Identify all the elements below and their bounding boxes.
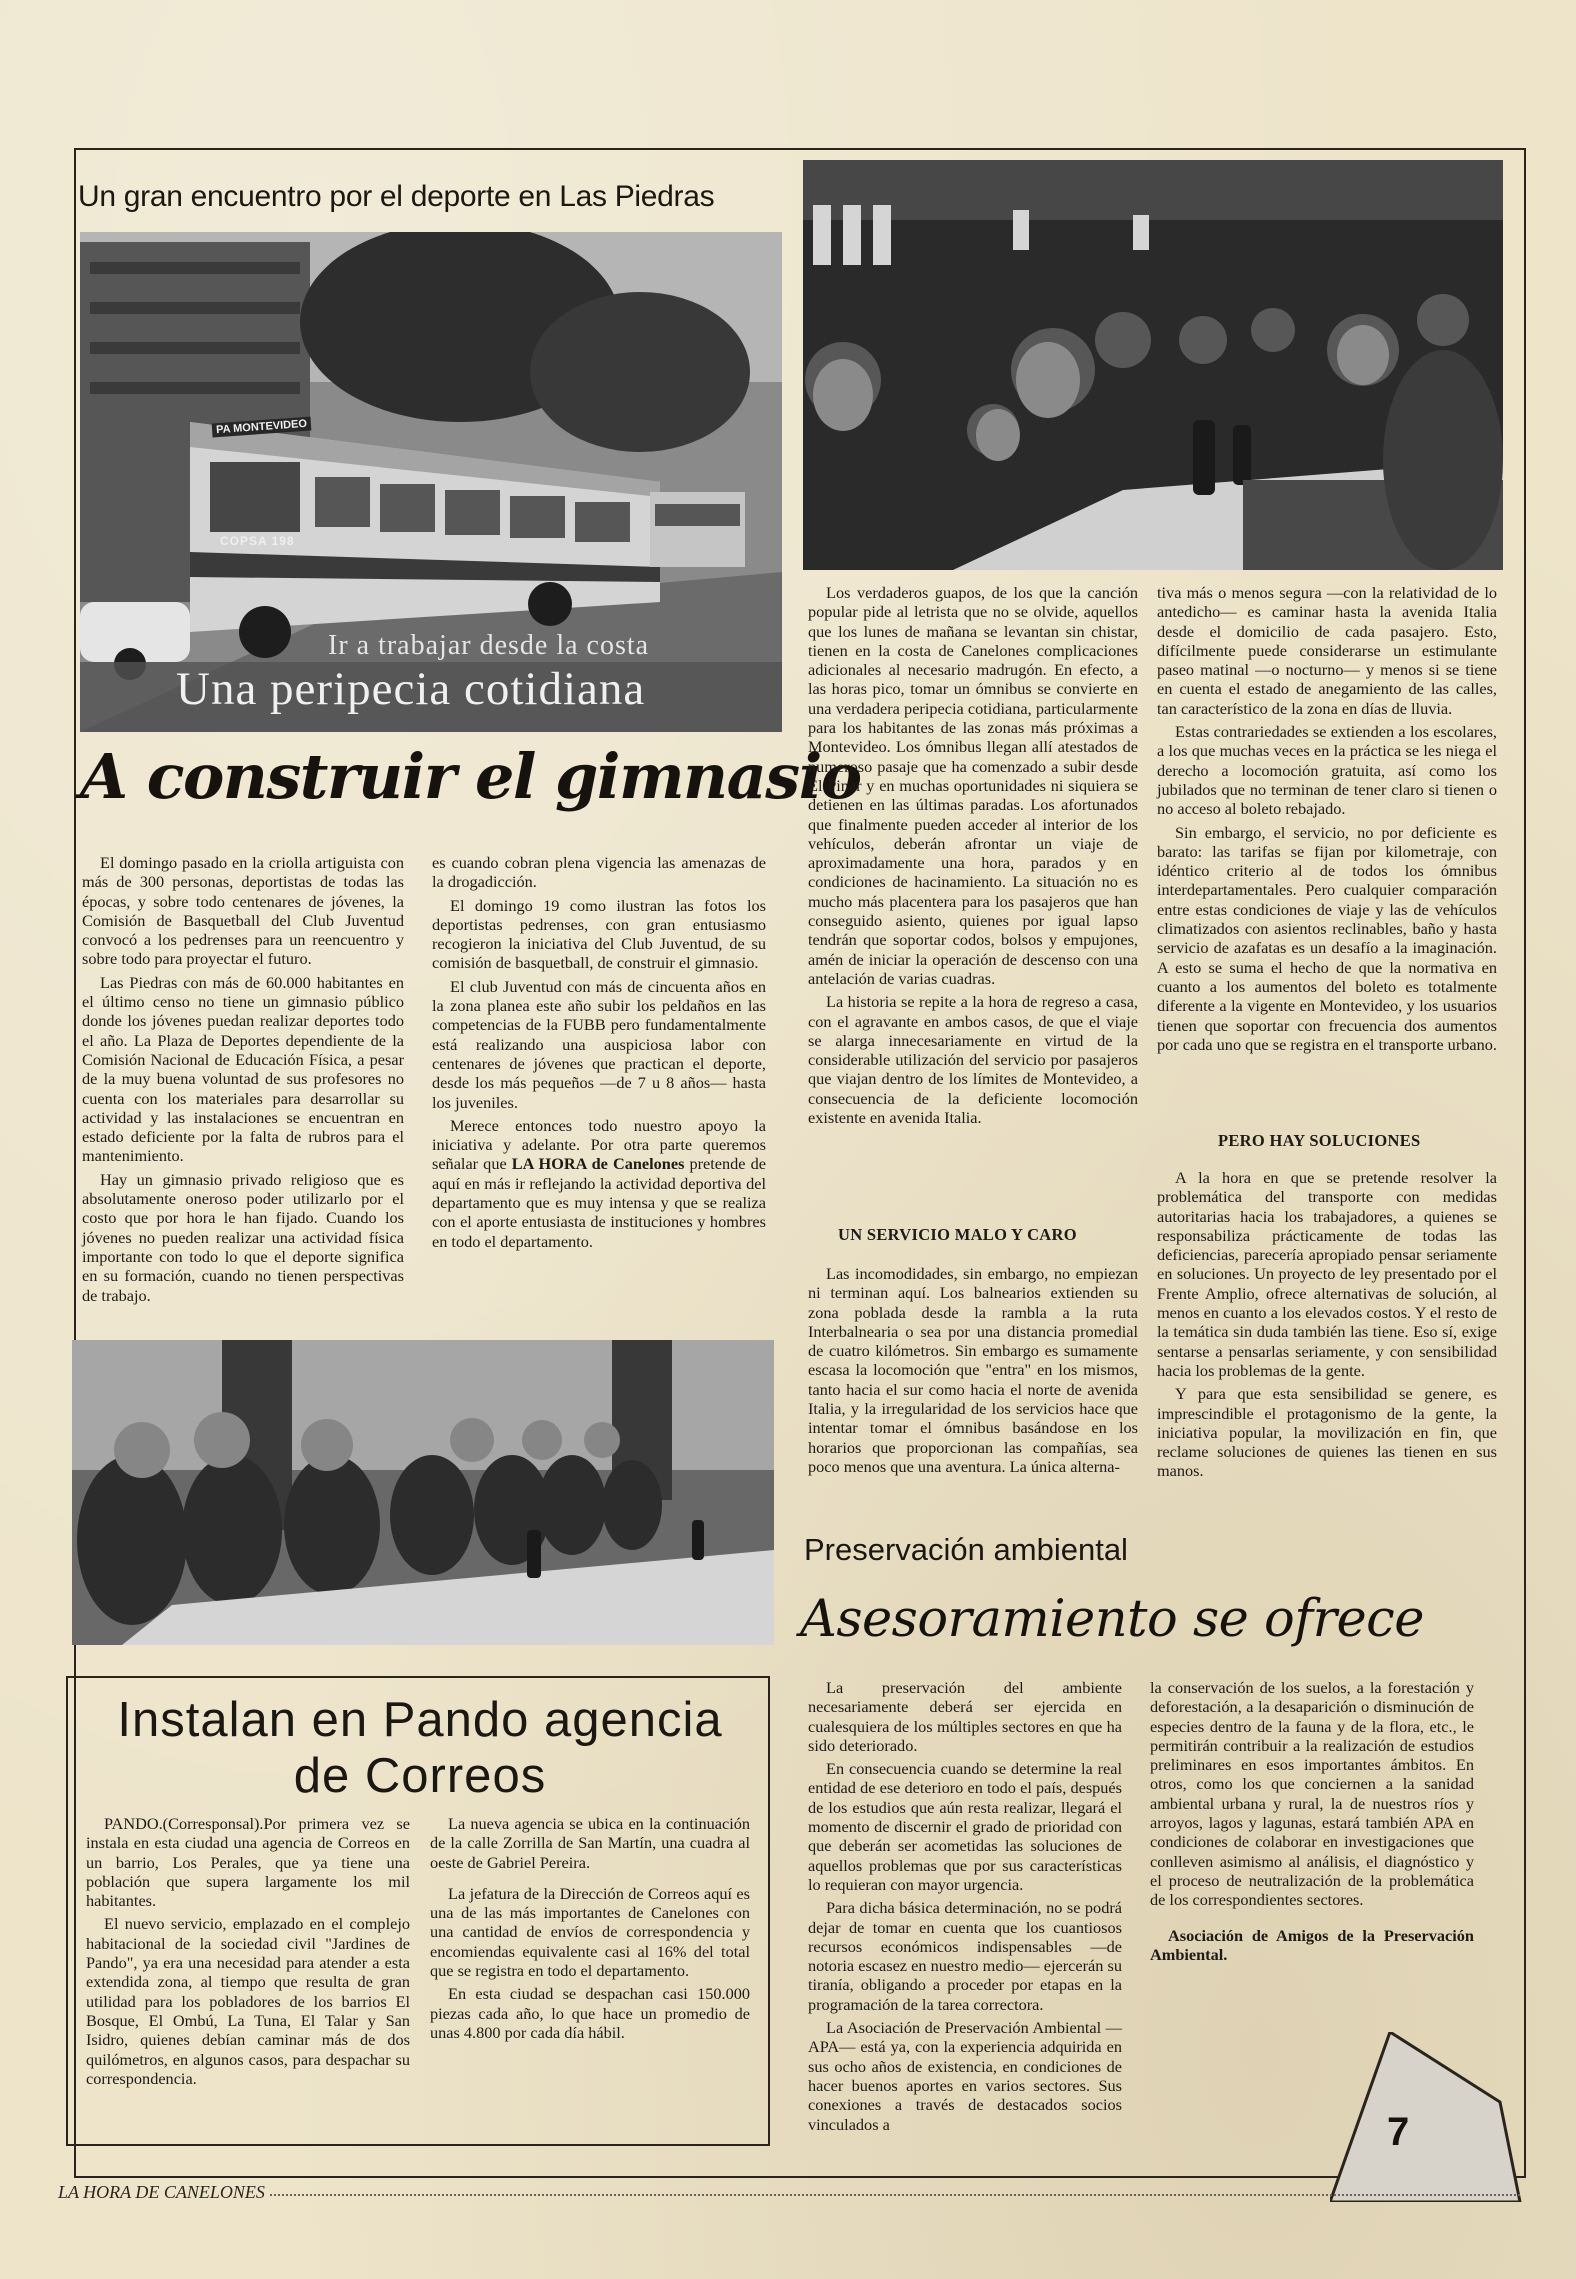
bus-story-paragraph: Estas contrariedades se extienden a los escolares, a los que muchas veces en la práctica se les niega el derecho a locomoción gratuita, así como los jubilados que no terminan de tener claro si tienen o no acceso al boleto rebajado. bbox=[1157, 722, 1497, 819]
meeting-photo-illustration bbox=[72, 1340, 774, 1645]
top-story-paragraph-final bbox=[432, 1116, 766, 1251]
bus-story-paragraph: Las incomodidades, sin embargo, no empiezan ni terminan aquí. Los balnearios extienden su zona poblada desde la rambla a la ruta Interbalnearia o sea por una distancia promedial de cuatro kilómetros. Sin embargo es sumamente escasa la locomoción que "entra" en los mismos, tanto hacia el sur como hacia el norte de avenida Italia, y la irregularidad de los servicios hace que intentar tomar el ómnibus basándose en los horarios que proporcionan las compañías, sea poco menos que una aventura. La única alterna- bbox=[808, 1264, 1138, 1476]
top-story-text: Merece entonces todo nuestro apoyo la iniciativa y adelante. Por otra parte queremos señalar que bbox=[432, 1115, 766, 1174]
bus-story-paragraph: La historia se repite a la hora de regreso a casa, con el agravante en ambos casos, de que el viaje se alarga innecesariamente en virtud de la considerable utilización del servicio por pasajeros que viajan dentro de los límites de Montevideo, a consecuencia de la deficiente locomoción existente en avenida Italia. bbox=[808, 992, 1138, 1128]
top-story-column-1 bbox=[82, 853, 404, 1309]
ambiente-signature: Asociación de Amigos de la Preservación Ambiental. bbox=[1150, 1925, 1474, 1964]
bus-story-subhead-2: PERO HAY SOLUCIONES bbox=[1218, 1131, 1421, 1150]
top-story-paragraph: El club Juventud con más de cincuenta años en la zona planea este año subir los peldaños en las competencias de la FUBB pero fundamentalmente está realizando una auspiciosa labor con centenares de jóvenes que practican el deporte, desde los más pequeños —de 7 u 8 años— hasta los juveniles. bbox=[432, 976, 766, 1112]
correos-column-1 bbox=[86, 1814, 410, 2092]
page-number: 7 bbox=[1387, 2110, 1410, 2154]
dinner-photo bbox=[803, 160, 1503, 570]
dinner-photo-illustration bbox=[803, 160, 1503, 570]
bus-story-column-1b bbox=[808, 1264, 1138, 1480]
bus-story-paragraph: Y para que esta sensibilidad se genere, es imprescindible el protagonismo de la gente, la iniciativa popular, la movilización en fin, que reclame soluciones de quienes las tienen en sus manos. bbox=[1157, 1384, 1497, 1481]
top-story-paragraph: Las Piedras con más de 60.000 habitantes en el último censo no tiene un gimnasio público donde los jóvenes puedan realizar deportes todo el año. La Plaza de Deportes dependiente de la Comisión Nacional de Educación Física, a pesar de la muy buena voluntad de sus profesores no cuenta con los materiales para desarrollar su actividad y las instalaciones se encuentran en estado deficiente por la falta de rubros para el mantenimiento. bbox=[82, 972, 404, 1166]
bus-story-paragraph: A la hora en que se pretende resolver la problemática del transporte con medidas autoritarias hacia los trabajadores, a quienes se responsabiliza prácticamente de todas las deficiencias, parecería apropiado pensar seriamente en soluciones. Un proyecto de ley presentado por el Frente Amplio, ofrece alternativas de solución, al menos en cuanto a los elevados costos. Y el resto de la temática sin duda también las tiene. Eso sí, exige sentarse a pensarlas seriamente, y con sensibilidad hacia los problemas de la gente. bbox=[1157, 1168, 1497, 1380]
footer-rule bbox=[270, 2194, 1520, 2196]
correos-paragraph: PANDO.(Corresponsal).Por primera vez se instala en esta ciudad una agencia de Correos en un barrio, Los Perales, que ya tiene una población que supera largamente los mil habitantes. bbox=[86, 1814, 410, 1911]
ambiente-paragraph: En consecuencia cuando se determine la real entidad de ese deterioro en todo el país, después de los estudios que aún resta realizar, llegará el momento de discernir el grado de prioridad con que deberán ser acometidas las soluciones de aquellos problemas que por sus características lo requieran con mayor urgencia. bbox=[808, 1759, 1122, 1894]
bus-story-column-2 bbox=[1157, 583, 1497, 1058]
ambiente-paragraph: Para dicha básica determinación, no se podrá dejar de tomar en cuenta que los cuantiosos recursos económicos indispensables —de notoria escasez en nuestro medio— ejercerán su tiranía, obligando a proceder por etapas en la programación de la tarea correctora. bbox=[808, 1898, 1122, 2014]
bus-story-column-1 bbox=[808, 583, 1138, 1131]
bus-story-column-2b bbox=[1157, 1168, 1497, 1485]
bus-photo bbox=[80, 232, 782, 732]
ambiente-headline: Asesoramiento se ofrece bbox=[800, 1590, 1424, 1649]
top-story-paragraph: El domingo pasado en la criolla artiguista con más de 300 personas, deportistas de todas las épocas, y sobre todo centenares de jóvenes, la Comisión de Basquetball del Club Juventud convocó a los pedrenses para un reencuentro y sobre todo para proyectar el futuro. bbox=[82, 853, 404, 969]
bus-story-paragraph: Sin embargo, el servicio, no por deficiente es barato: las tarifas se fijan por kilometraje, con idéntico criterio al de todos los ómnibus interdepartamentales. Pero cualquier comparación entre estas condiciones de viaje y las de vehículos climatizados con asientos reclinables, baño y hasta servicio de azafatas es un desafío a la imaginación. A esto se suma el hecho de que la normativa en cuanto a los aumentos del boleto es totalmente diferente a la vigente en Montevideo, y los usuarios tienen que soportar con frecuencia dos aumentos por cada uno que se registra en el transporte urbano. bbox=[1157, 822, 1497, 1054]
top-story-paragraph: es cuando cobran plena vigencia las amenazas de la drogadicción. bbox=[432, 853, 766, 892]
meeting-photo bbox=[72, 1340, 774, 1645]
bus-story-paragraph: tiva más o menos segura —con la relatividad de lo antedicho— es caminar hasta la avenida Italia desde el domicilio de cada pasajero. Esto, difícilmente puede considerarse un estimulante paseo matinal —o nocturno— y menos si se tiene en cuenta el estado de anegamiento de las calles, tan característico de la zona en días de lluvia. bbox=[1157, 583, 1497, 718]
top-story-kicker: Un gran encuentro por el deporte en Las Piedras bbox=[78, 180, 715, 213]
bus-photo-headline: Una peripecia cotidiana bbox=[176, 663, 646, 715]
ambiente-kicker: Preservación ambiental bbox=[804, 1532, 1128, 1567]
bus-sign-route: PA MONTEVIDEO bbox=[212, 417, 312, 438]
top-story-text: pretende de aquí en más ir reflejando la actividad deportiva del departamento que es muy intensa y que se realiza con el aporte entusiasta de instituciones y hombres en todo el departamento. bbox=[432, 1154, 766, 1251]
top-story-paragraph: Hay un gimnasio privado religioso que es absolutamente oneroso poder utilizarlo por el costo que por hora le han fijado. Cuando los jóvenes no pueden realizar una actividad física importante con todo lo que el deporte significa en su formación, cuando no tienen perspectivas de trabajo. bbox=[82, 1169, 404, 1305]
correos-paragraph: El nuevo servicio, emplazado en el complejo habitacional de la sociedad civil "Jardines de Pando", ya era una necesidad para atender a esta extendida zona, al tiempo que resulta de gran utilidad para los pobladores de los barrios El Bosque, El Ombú, La Tuna, El Talar y San Isidro, quienes debían caminar más de dos quilómetros, en algunos casos, para despachar su correspondencia. bbox=[86, 1914, 410, 2088]
top-story-column-2 bbox=[432, 853, 766, 1255]
correos-paragraph: La nueva agencia se ubica en la continuación de la calle Zorrilla de San Martín, una cuadra al oeste de Gabriel Pereira. bbox=[430, 1814, 750, 1872]
correos-headline: Instalan en Pando agencia de Correos bbox=[117, 1693, 723, 1803]
bus-story-subhead-1: UN SERVICIO MALO Y CARO bbox=[838, 1225, 1077, 1244]
correos-paragraph: La jefatura de la Dirección de Correos aquí es una de las más importantes de Canelones con una cantidad de envíos de correspondencia y encomiendas equivalente casi al 16% del total que se registra en todo el departamento. bbox=[430, 1883, 750, 1981]
correos-paragraph: En esta ciudad se despachan casi 150.000 piezas cada año, lo que hace un promedio de unas 4.800 por cada día hábil. bbox=[430, 1984, 750, 2042]
ambiente-column-1 bbox=[808, 1678, 1122, 2138]
ambiente-paragraph: la conservación de los suelos, a la forestación y deforestación, a la desaparición o disminución de especies dentro de la fauna y de la flora, etc., le permitirán contribuir a la realización de estudios preliminares en esos importantes ámbitos. En otros, como los que conciernen a la sanidad ambiental urbana y rural, la de nuestros ríos y arroyos, lagos y lagunas, estará también APA en condiciones de colaborar en investigaciones que conlleven asimismo al análisis, el diagnóstico y el proceso de neutralización de la problemática de los correspondientes sectores. bbox=[1150, 1678, 1474, 1910]
top-story-paragraph: El domingo 19 como ilustran las fotos los deportistas pedrenses, con gran entusiasmo recogieron la iniciativa del Club Juventud, de su comisión de basquetball, de construir el gimnasio. bbox=[432, 895, 766, 973]
ambiente-paragraph: La preservación del ambiente necesariamente deberá ser ejercida en cualesquiera de los múltiples sectores en que ha sido deteriorado. bbox=[808, 1678, 1122, 1755]
bus-photo-kicker: Ir a trabajar desde la costa bbox=[328, 630, 650, 661]
ambiente-column-2 bbox=[1150, 1678, 1474, 1968]
footer-publication-name: LA HORA DE CANELONES bbox=[58, 2182, 265, 2202]
bus-sign-company: COPSA 198 bbox=[220, 534, 295, 548]
page-corner-shape bbox=[1330, 2032, 1550, 2202]
publication-name-inline: LA HORA de Canelones bbox=[511, 1154, 685, 1174]
bus-story-paragraph: Los verdaderos guapos, de los que la canción popular pide al letrista que no se olvide, aquellos que los lunes de mañana se levantan sin chistar, tienen en la costa de Canelones complicaciones adicionales al necesario madrugón. En efecto, a las horas pico, tomar un ómnibus se convierte en una verdadera peripecia cotidiana, particularmente para los habitantes de las zonas más próximas a Montevideo. Los ómnibus llegan allí atestados de numeroso pasaje que ha comenzado a subir desde El Pinar y en muchas oportunidades ni siquiera se detienen en las últimas paradas. Los afortunados que finalmente pueden acceder al interior de los vehículos, deberán afrontar un viaje de aproximadamente una hora, parados y en condiciones de hacinamiento. La situación no es mucho más placentera para los pasajeros que han conseguido asiento, quienes por igual lapso tendrán que soportar codos, bolsos y empujones, amén de iniciar la operación de descenso con una antelación de varias cuadras. bbox=[808, 583, 1138, 988]
ambiente-paragraph: La Asociación de Preservación Ambiental —APA— está ya, con la experiencia adquirida en sus ocho años de existencia, en condiciones de hacer buenos aportes en varios sectores. Sus conexiones a través de destacados socios vinculados a bbox=[808, 2018, 1122, 2134]
top-story-headline: A construir el gimnasio bbox=[80, 740, 861, 813]
correos-column-2 bbox=[430, 1814, 750, 2046]
